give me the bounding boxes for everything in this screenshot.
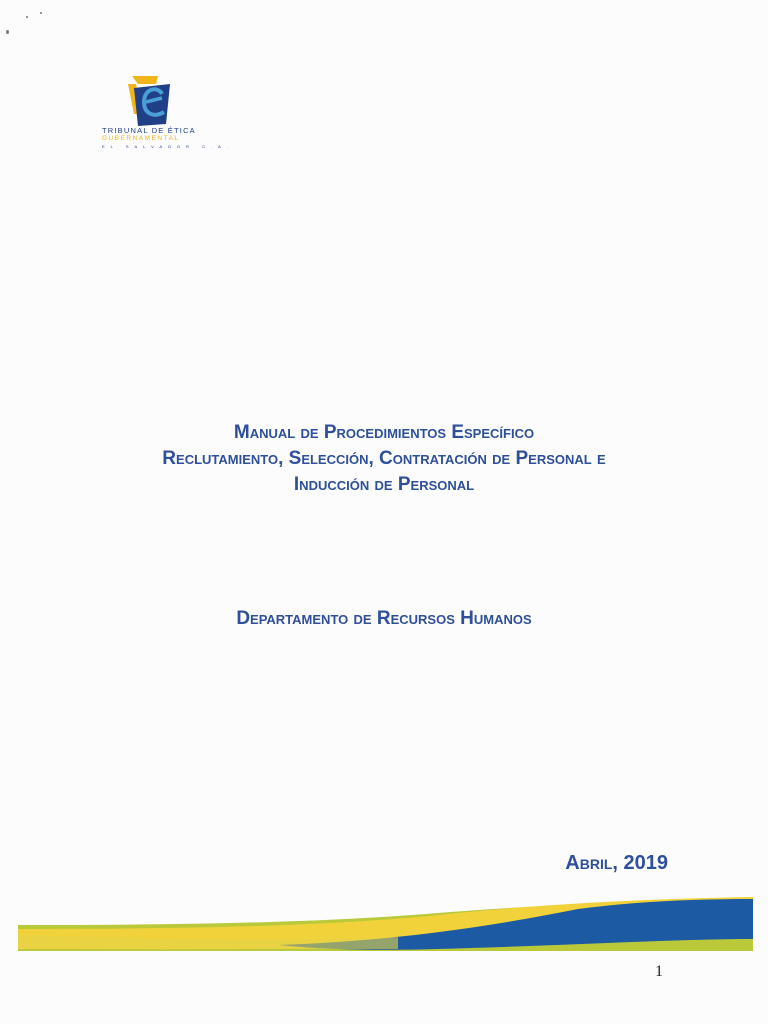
document-title — [0, 420, 768, 498]
title-line-1: Manual de Procedimientos Específico — [233, 422, 535, 443]
document-date: Abril, 2019 — [565, 852, 668, 874]
e-logo-icon — [118, 74, 178, 130]
logo-text-tribunal: TRIBUNAL DE ÉTICA — [102, 126, 196, 135]
scan-speck — [6, 30, 9, 34]
page-number: 1 — [655, 963, 663, 980]
scan-speck — [40, 12, 42, 14]
tribunal-logo — [102, 74, 234, 154]
logo-text-gubernamental: GUBERNAMENTAL — [102, 135, 180, 142]
scan-speck — [26, 16, 28, 18]
department-name: Departamento de Recursos Humanos — [236, 608, 532, 629]
logo-text-country: EL SALVADOR C.A. — [102, 144, 234, 149]
title-line-3: Inducción de Personal — [293, 474, 475, 495]
title-line-2: Reclutamiento, Selección, Contratación de Personal e — [162, 448, 606, 469]
footer-swoosh-graphic — [18, 895, 753, 957]
